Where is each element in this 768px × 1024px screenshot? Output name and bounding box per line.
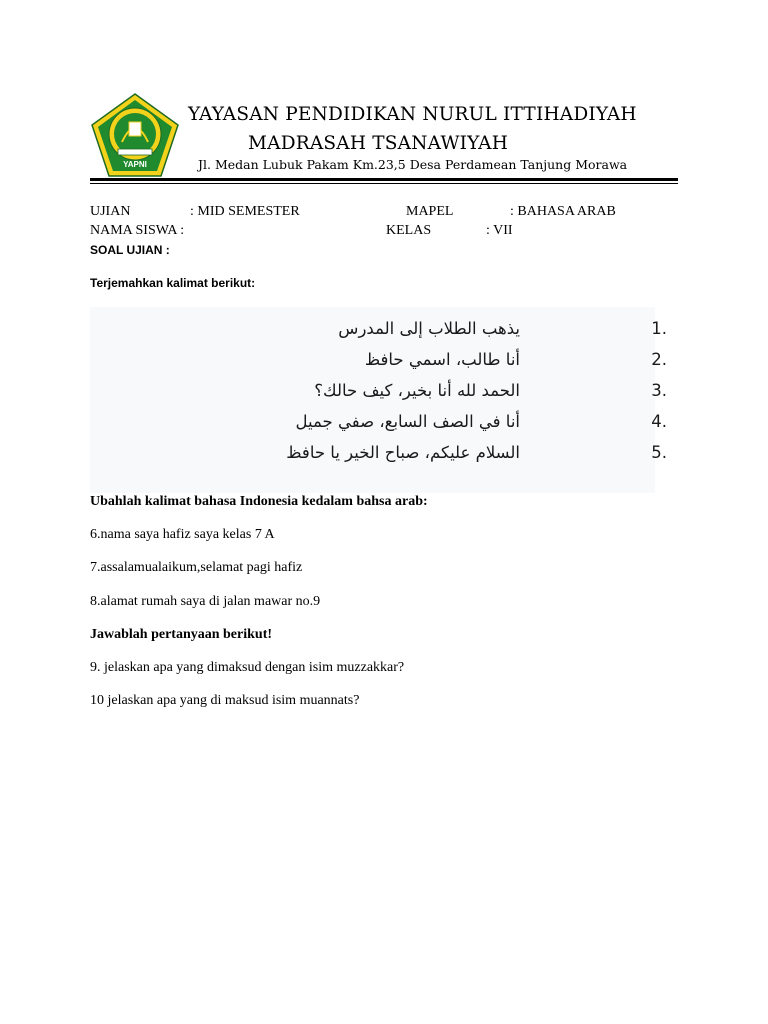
- question-item: 8.alamat rumah saya di jalan mawar no.9: [90, 594, 321, 609]
- arabic-item: [90, 443, 667, 473]
- question-item: 10 jelaskan apa yang di maksud isim muannats?: [90, 693, 360, 708]
- question-item: 6.nama saya hafiz saya kelas 7 A: [90, 527, 275, 542]
- arabic-sentences-box: [90, 307, 667, 493]
- section1-instruction: Terjemahkan kalimat berikut:: [90, 276, 256, 290]
- org-name: YAYASAN PENDIDIKAN NURUL ITTIHADIYAH: [188, 104, 637, 125]
- arabic-item-number: 2.: [651, 350, 667, 369]
- arabic-item: [90, 350, 667, 380]
- school-name: MADRASAH TSANAWIYAH: [248, 133, 509, 154]
- arabic-item-text: يذهب الطلاب إلى المدرس: [338, 319, 520, 338]
- mapel-label: MAPEL: [406, 204, 454, 219]
- nama-siswa-label: NAMA SISWA :: [90, 223, 185, 238]
- arabic-item-number: 3.: [651, 381, 667, 400]
- arabic-item-number: 1.: [651, 319, 667, 338]
- arabic-item-text: أنا في الصف السابع، صفي جميل: [295, 412, 520, 431]
- arabic-item-text: السلام عليكم، صباح الخير يا حافظ: [286, 443, 520, 462]
- arabic-item: [90, 381, 667, 411]
- ujian-value: : MID SEMESTER: [190, 204, 300, 219]
- arabic-item-text: أنا طالب، اسمي حافظ: [364, 350, 520, 369]
- section2-instruction: Ubahlah kalimat bahasa Indonesia kedalam bahsa arab:: [90, 494, 428, 509]
- soal-ujian-label: SOAL UJIAN :: [90, 243, 170, 257]
- arabic-item: [90, 412, 667, 442]
- header-rule-thick: [90, 178, 678, 181]
- header-rule-thin: [90, 183, 678, 184]
- logo-text: YAPNI: [123, 160, 147, 169]
- arabic-item-number: 5.: [651, 443, 667, 462]
- ujian-label: UJIAN: [90, 204, 131, 219]
- question-item: 7.assalamualaikum,selamat pagi hafiz: [90, 560, 303, 575]
- section3-instruction: Jawablah pertanyaan berikut!: [90, 627, 273, 642]
- arabic-item: [90, 319, 667, 349]
- question-item: 9. jelaskan apa yang dimaksud dengan isim muzzakkar?: [90, 660, 405, 675]
- kelas-value: : VII: [486, 223, 513, 238]
- kelas-label: KELAS: [386, 223, 432, 238]
- mapel-value: : BAHASA ARAB: [510, 204, 616, 219]
- school-address: Jl. Medan Lubuk Pakam Km.23,5 Desa Perdamean Tanjung Morawa: [198, 157, 628, 172]
- arabic-item-text: الحمد لله أنا بخير، كيف حالك؟: [314, 381, 520, 400]
- school-logo: [90, 92, 180, 178]
- arabic-item-number: 4.: [651, 412, 667, 431]
